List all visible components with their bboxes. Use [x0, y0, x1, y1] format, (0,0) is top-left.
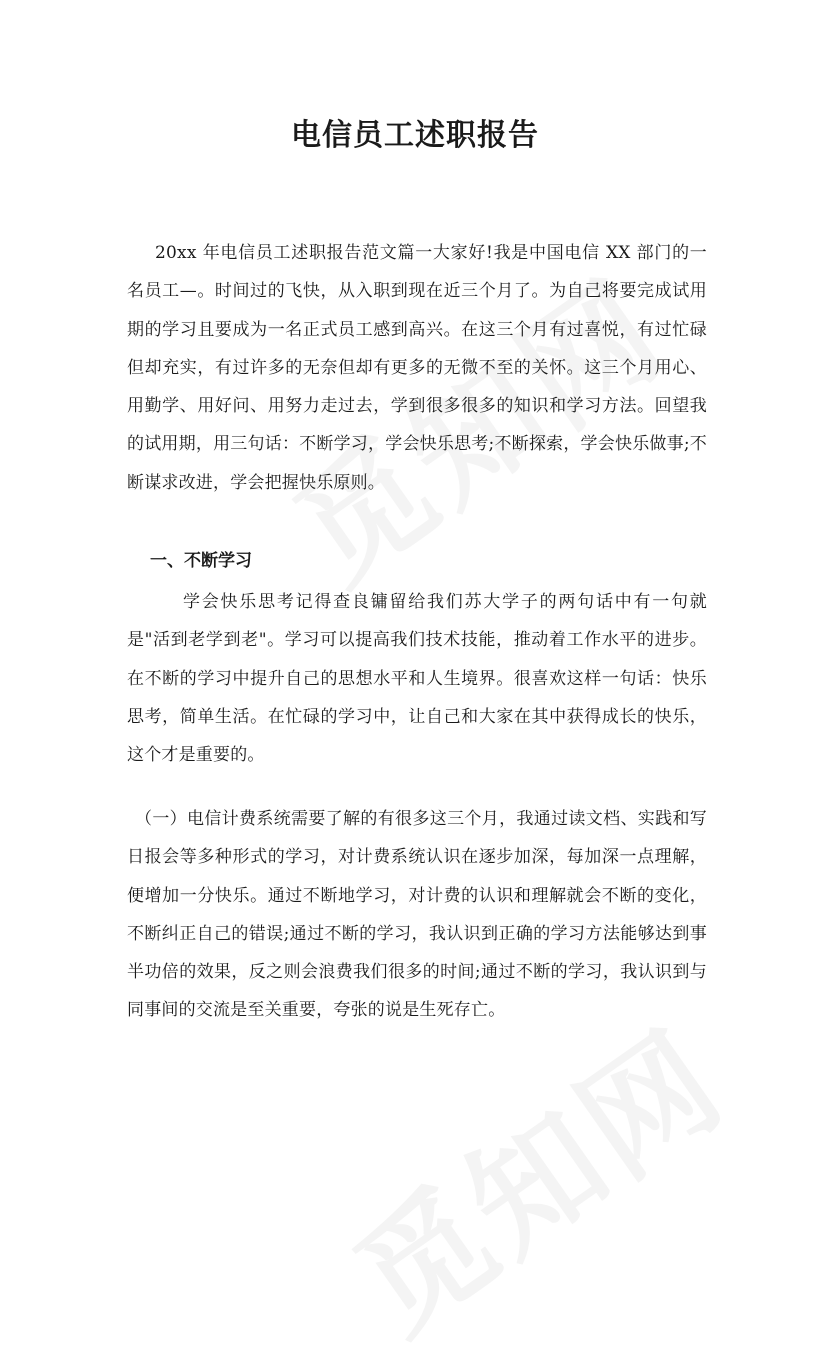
section-body-paragraph: 学会快乐思考记得查良镛留给我们苏大学子的两句话中有一句就是"活到老学到老"。学习可以提高我们技术技能，推动着工作水平的进步。在不断的学习中提升自己的思想水平和人生境界。很喜欢这样一句话：快乐思考，简单生活。在忙碌的学习中，让自己和大家在其中获得成长的快乐，这个才是重要的。 [127, 592, 707, 766]
document-title: 电信员工述职报告 [291, 118, 539, 153]
subsection-paragraph: （一）电信计费系统需要了解的有很多这三个月，我通过读文档、实践和写日报会等多种形式的学习，对计费系统认识在逐步加深，每加深一点理解，便增加一分快乐。通过不断地学习，对计费的认识和理解就会不断的变化，不断纠正自己的错误;通过不断的学习，我认识到正确的学习方法能够达到事半功倍的效果，反之则会浪费我们很多的时间;通过不断的学习，我认识到与同事间的交流是至关重要，夸张的说是生死存亡。 [127, 809, 707, 1021]
section-heading-learning: 一、不断学习 [150, 551, 252, 571]
intro-paragraph: 20xx 年电信员工述职报告范文篇一大家好!我是中国电信 XX 部门的一名员工—。时间过的飞快，从入职到现在近三个月了。为自己将要完成试用期的学习且要成为一名正式员工感到高兴。在这三个月有过喜悦，有过忙碌但却充实，有过许多的无奈但却有更多的无微不至的关怀。这三个月用心、用勤学、用好问、用努力走过去，学到很多很多的知识和学习方法。回望我的试用期，用三句话：不断学习，学会快乐思考;不断探索，学会快乐做事;不断谋求改进，学会把握快乐原则。 [127, 243, 707, 493]
watermark [313, 980, 754, 1367]
